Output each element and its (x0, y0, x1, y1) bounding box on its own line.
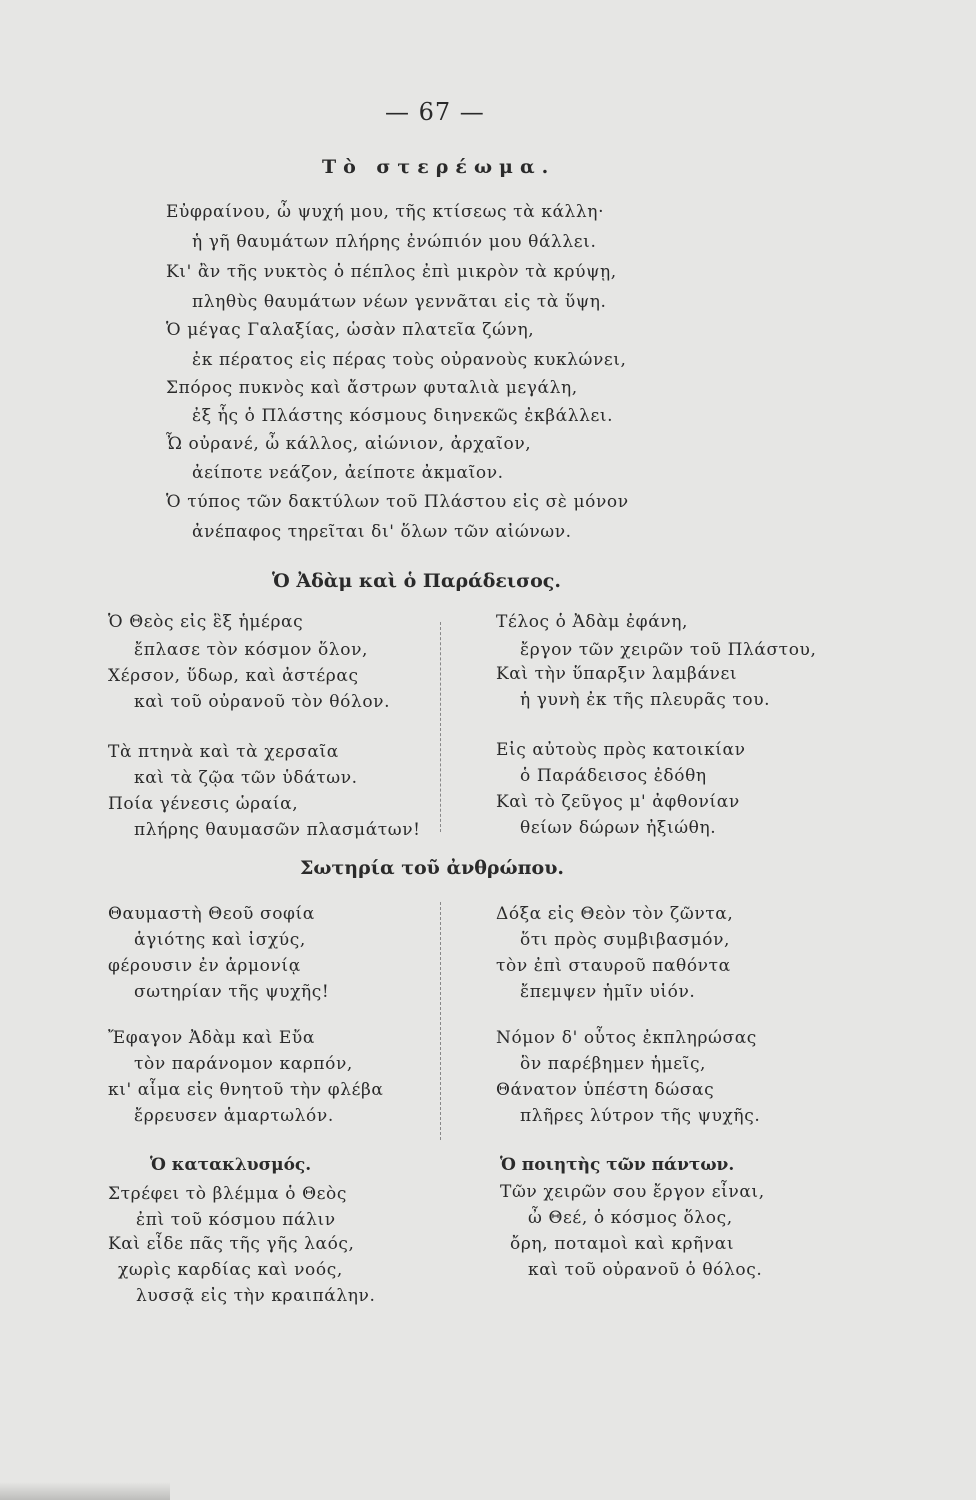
verse-line: ἔπεμψεν ἡμῖν υἱόν. (520, 982, 696, 1002)
verse-line: ἐπὶ τοῦ κόσμου πάλιν (136, 1210, 336, 1230)
verse-line: πληθὺς θαυμάτων νέων γεννᾶται εἰς τὰ ὕψη. (192, 292, 607, 312)
section-title-salvation: Σωτηρία τοῦ ἀνθρώπου. (300, 857, 565, 879)
verse-line: καὶ τὰ ζῷα τῶν ὑδάτων. (134, 768, 358, 788)
verse-line: πλήρης θαυμασῶν πλασμάτων! (134, 820, 421, 840)
verse-line: Χέρσον, ὕδωρ, καὶ ἀστέρας (108, 666, 359, 686)
verse-line: Θαυμαστὴ Θεοῦ σοφία (108, 904, 315, 924)
verse-line: Στρέφει τὸ βλέμμα ὁ Θεὸς (108, 1184, 347, 1204)
verse-line: ἀνέπαφος τηρεῖται δι' ὅλων τῶν αἰώνων. (192, 522, 572, 542)
verse-line: τὸν παράνομον καρπόν, (134, 1054, 353, 1074)
verse-line: κι' αἷμα εἰς θνητοῦ τὴν φλέβα (108, 1080, 384, 1100)
verse-line: Ὦ οὐρανέ, ὦ κάλλος, αἰώνιον, ἀρχαῖον, (166, 434, 532, 454)
verse-line: ὅτι πρὸς συμβιβασμόν, (520, 930, 731, 950)
verse-line: ἔργον τῶν χειρῶν τοῦ Πλάστου, (520, 640, 817, 660)
verse-line: Ποία γένεσις ὡραία, (108, 794, 299, 814)
verse-line: ἔπλασε τὸν κόσμον ὅλον, (134, 640, 369, 660)
verse-line: ἐξ ἧς ὁ Πλάστης κόσμους διηνεκῶς ἐκβάλλει. (192, 406, 614, 426)
verse-line: Δόξα εἰς Θεὸν τὸν ζῶντα, (496, 904, 734, 924)
verse-line: φέρουσιν ἐν ἁρμονίᾳ (108, 956, 301, 976)
verse-line: Ὁ Θεὸς εἰς ἓξ ἡμέρας (108, 612, 304, 632)
verse-line: ἡ γυνὴ ἐκ τῆς πλευρᾶς του. (520, 690, 771, 710)
verse-line: ὦ Θεέ, ὁ κόσμος ὅλος, (528, 1208, 733, 1228)
verse-line: Εἰς αὐτοὺς πρὸς κατοικίαν (496, 740, 746, 760)
verse-line: Κι' ἂν τῆς νυκτὸς ὁ πέπλος ἐπὶ μικρὸν τὰ κρύψῃ, (166, 262, 617, 282)
page-number: — 67 — (385, 98, 485, 126)
verse-line: ἡ γῆ θαυμάτων πλήρης ἐνώπιόν μου θάλλει. (192, 232, 597, 252)
verse-line: τὸν ἐπὶ σταυροῦ παθόντα (496, 956, 731, 976)
verse-line: Ὁ μέγας Γαλαξίας, ὡσὰν πλατεῖα ζώνη, (166, 320, 535, 340)
verse-line: ἁγιότης καὶ ἰσχύς, (134, 930, 306, 950)
verse-line: λυσσᾷ εἰς τὴν κραιπάλην. (136, 1286, 376, 1306)
verse-line: καὶ τοῦ οὐρανοῦ τὸν θόλον. (134, 692, 391, 712)
verse-line: Θάνατον ὑπέστη δώσας (496, 1080, 715, 1100)
verse-line: Τὰ πτηνὰ καὶ τὰ χερσαῖα (108, 742, 339, 762)
verse-line: Καὶ εἶδε πᾶς τῆς γῆς λαός, (108, 1234, 355, 1254)
verse-line: Νόμον δ' οὗτος ἐκπληρώσας (496, 1028, 757, 1048)
verse-line: Εὐφραίνου, ὦ ψυχή μου, τῆς κτίσεως τὰ κάλλη· (166, 202, 605, 222)
verse-line: Καὶ τὴν ὕπαρξιν λαμβάνει (496, 664, 738, 684)
verse-line: Ἔφαγον Ἀδὰμ καὶ Εὔα (108, 1028, 315, 1048)
column-divider (440, 622, 441, 832)
verse-line: σωτηρίαν τῆς ψυχῆς! (134, 982, 330, 1002)
verse-line: θείων δώρων ἠξιώθη. (520, 818, 717, 838)
verse-line: Καὶ τὸ ζεῦγος μ' ἀφθονίαν (496, 792, 740, 812)
page-edge-shadow (0, 1482, 170, 1500)
verse-line: Σπόρος πυκνὸς καὶ ἄστρων φυταλιὰ μεγάλη, (166, 378, 578, 398)
section-title-creator: Ὁ ποιητὴς τῶν πάντων. (500, 1155, 735, 1175)
verse-line: πλῆρες λύτρον τῆς ψυχῆς. (520, 1106, 761, 1126)
section-title-flood: Ὁ κατακλυσμός. (150, 1155, 312, 1175)
verse-line: Τῶν χειρῶν σου ἔργον εἶναι, (500, 1182, 765, 1202)
verse-line: ἀείποτε νεάζον, ἀείποτε ἀκμαῖον. (192, 463, 504, 483)
verse-line: χωρὶς καρδίας καὶ νοός, (118, 1260, 343, 1280)
verse-line: Τέλος ὁ Ἀδὰμ ἐφάνη, (496, 612, 688, 632)
verse-line: Ὁ τύπος τῶν δακτύλων τοῦ Πλάστου εἰς σὲ μόνον (166, 492, 629, 512)
section-title-adam: Ὁ Ἀδὰμ καὶ ὁ Παράδεισος. (272, 570, 561, 592)
verse-line: ὃν παρέβημεν ἡμεῖς, (520, 1054, 707, 1074)
column-divider (440, 902, 441, 1140)
section-title-firmament: Τὸ στερέωμα. (322, 156, 556, 178)
verse-line: ἐκ πέρατος εἰς πέρας τοὺς οὐρανοὺς κυκλώνει, (192, 350, 627, 370)
verse-line: καὶ τοῦ οὐρανοῦ ὁ θόλος. (528, 1260, 763, 1280)
verse-line: ὄρη, ποταμοὶ καὶ κρῆναι (510, 1234, 735, 1254)
verse-line: ὁ Παράδεισος ἐδόθη (520, 766, 707, 786)
verse-line: ἔρρευσεν ἁμαρτωλόν. (134, 1106, 334, 1126)
